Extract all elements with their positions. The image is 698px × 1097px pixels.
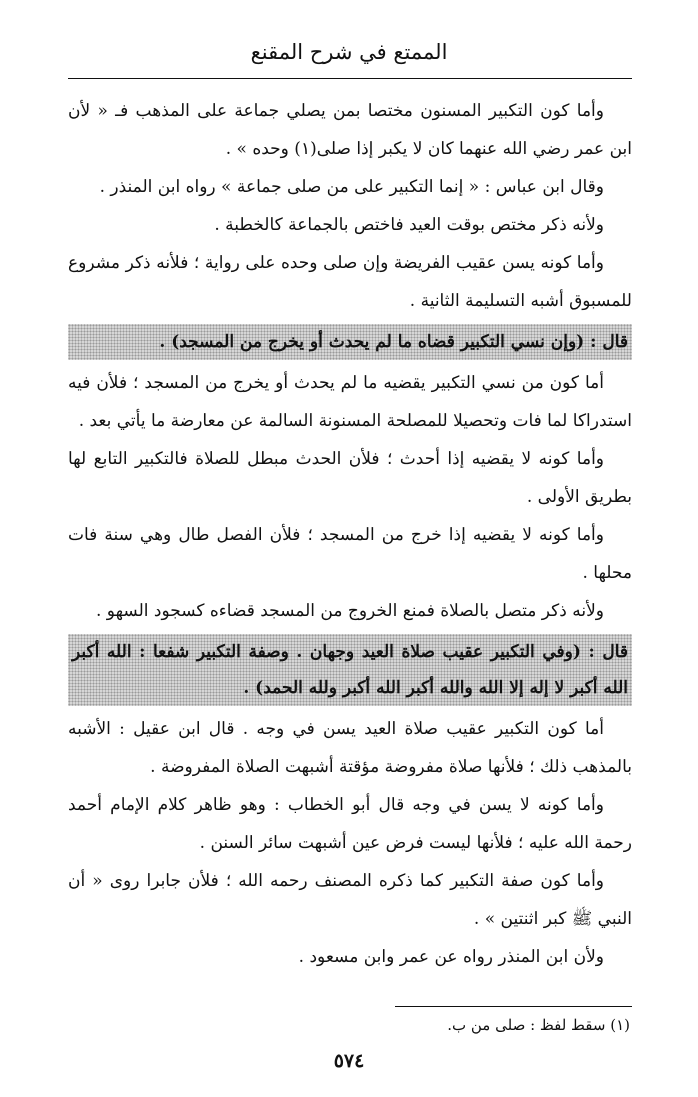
matn-quote: قال : (وإن نسي التكبير قضاه ما لم يحدث أو يخرج من المسجد) . — [159, 332, 628, 352]
running-head-title: الممتع في شرح المقنع — [250, 40, 448, 64]
paragraph: وأما كونه يسن عقيب الفريضة وإن صلى وحده على رواية ؛ فلأنه ذكر مشروع للمسبوق أشبه التسليمة الثانية . — [68, 253, 632, 311]
paragraph: ولأنه ذكر مختص بوقت العيد فاختص بالجماعة كالخطبة . — [214, 215, 604, 235]
footnote-rule — [395, 1006, 632, 1007]
header-rule — [68, 78, 632, 79]
page-number: ٥٧٤ — [333, 1050, 365, 1072]
paragraph: وأما كونه لا يقضيه إذا خرج من المسجد ؛ فلأن الفصل طال وهي سنة فات محلها . — [68, 525, 632, 583]
paragraph: أما كون التكبير عقيب صلاة العيد يسن في وجه . قال ابن عقيل : الأشبه بالمذهب ذلك ؛ فلأنها صلاة مفروضة مؤقتة أشبهت الصلاة المفروضة . — [68, 719, 632, 777]
matn-quote: قال : (وفي التكبير عقيب صلاة العيد وجهان . وصفة التكبير شفعا : الله أكبر الله أكبر لا إله إلا الله والله أكبر الله أكبر ولله الحمد) . — [72, 642, 628, 698]
paragraph: أما كون من نسي التكبير يقضيه ما لم يحدث أو يخرج من المسجد ؛ فلأن فيه استدراكا لما فات وتحصيلا للمصلحة المسنونة السالمة عن معارضة ما يأتي بعد . — [68, 373, 632, 431]
paragraph: وقال ابن عباس : « إنما التكبير على من صلى جماعة » رواه ابن المنذر . — [99, 177, 604, 197]
paragraph: وأما كونه لا يقضيه إذا أحدث ؛ فلأن الحدث مبطل للصلاة فالتكبير التابع لها بطريق الأولى . — [68, 449, 632, 507]
paragraph: ولأن ابن المنذر رواه عن عمر وابن مسعود . — [298, 947, 604, 967]
matn-quote-block — [68, 324, 632, 360]
matn-quote-block — [68, 634, 632, 706]
main-text — [68, 92, 632, 976]
paragraph: وأما كون صفة التكبير كما ذكره المصنف رحمه الله ؛ فلأن جابرا روى « أن النبي ﷺ كبر اثنتين » . — [68, 871, 632, 929]
paragraph: ولأنه ذكر متصل بالصلاة فمنع الخروج من المسجد قضاءه كسجود السهو . — [95, 601, 604, 621]
paragraph: وأما كون التكبير المسنون مختصا بمن يصلي جماعة على المذهب فـ « لأن ابن عمر رضي الله عنهما كان لا يكبر إذا صلى(١) وحده » . — [68, 101, 632, 159]
paragraph: وأما كونه لا يسن في وجه قال أبو الخطاب : وهو ظاهر كلام الإمام أحمد رحمة الله عليه ؛ فلأنها ليست فرض عين أشبهت سائر السنن . — [68, 795, 632, 853]
footnote: (١) سقط لفظ : صلى من ب. — [447, 1016, 630, 1034]
